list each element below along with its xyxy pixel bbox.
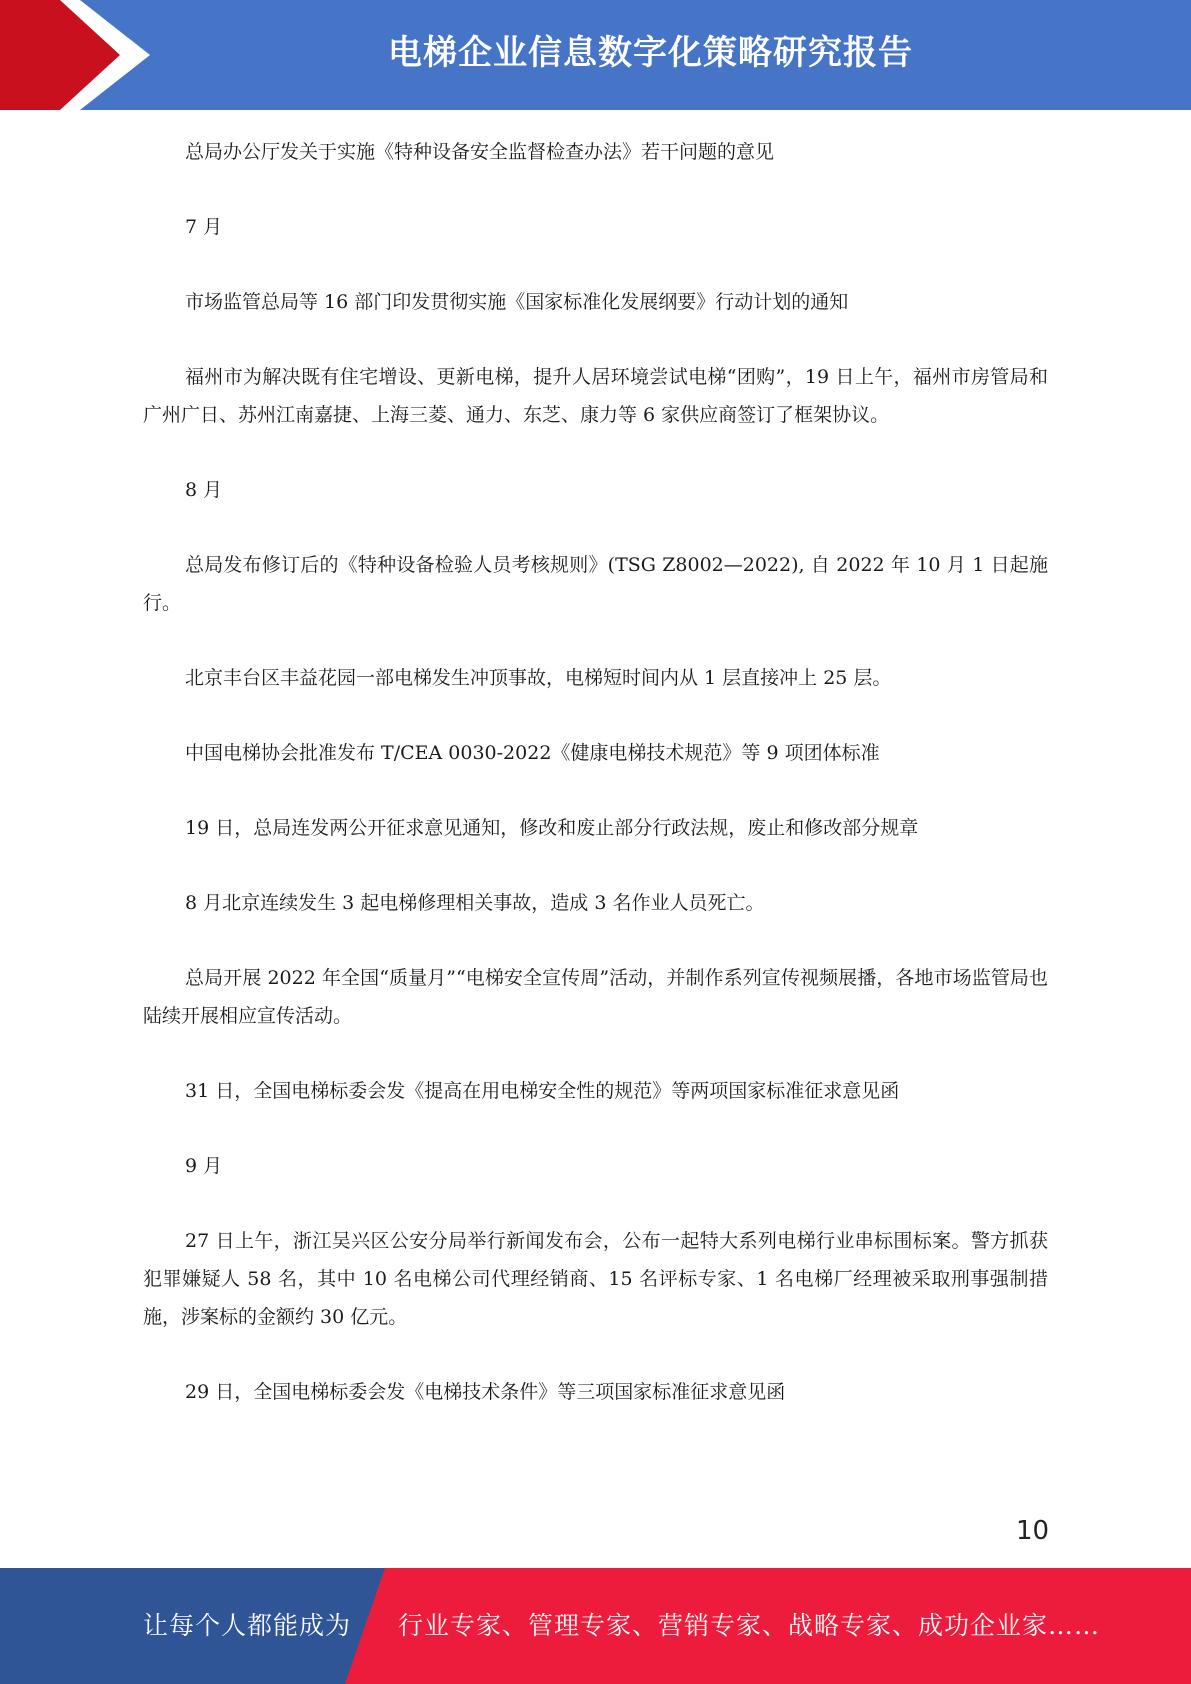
paragraph: 27 日上午，浙江吴兴区公安分局举行新闻发布会，公布一起特大系列电梯行业串标围标案。警方抓获犯罪嫌疑人 58 名，其中 10 名电梯公司代理经销商、15 名评标专家、1 名电梯厂经理被采取刑事强制措施，涉案标的金额约 30 亿元。	[143, 1230, 1048, 1328]
paragraph: 总局发布修订后的《特种设备检验人员考核规则》(TSG Z8002—2022), 自 2022 年 10 月 1 日起施行。	[143, 554, 1048, 614]
header-chevron-accent	[0, 0, 260, 110]
paragraph: 总局开展 2022 年全国“质量月”“电梯安全宣传周”活动，并制作系列宣传视频展播，各地市场监管局也陆续开展相应宣传活动。	[143, 967, 1048, 1027]
paragraph: 8 月	[185, 479, 223, 501]
report-title: 电梯企业信息数字化策略研究报告	[388, 33, 913, 73]
paragraph: 7 月	[185, 216, 223, 238]
paragraph: 北京丰台区丰益花园一部电梯发生冲顶事故，电梯短时间内从 1 层直接冲上 25 层。	[185, 667, 892, 689]
header-band	[0, 0, 1191, 110]
paragraph: 总局办公厅发关于实施《特种设备安全监督检查办法》若干问题的意见	[185, 141, 775, 163]
body-text	[143, 133, 1048, 1448]
paragraph: 福州市为解决既有住宅增设、更新电梯，提升人居环境尝试电梯“团购”，19 日上午，福州市房管局和广州广日、苏州江南嘉捷、上海三菱、通力、东芝、康力等 6 家供应商签订了框架协议。	[143, 366, 1048, 426]
footer-slogan-right: 行业专家、管理专家、营销专家、战略专家、成功企业家……	[398, 1611, 1101, 1640]
page-number: 10	[1016, 1516, 1050, 1546]
footer-slogan-left: 让每个人都能成为	[143, 1611, 352, 1640]
paragraph: 中国电梯协会批准发布 T/CEA 0030-2022《健康电梯技术规范》等 9 项团体标准	[185, 742, 880, 764]
paragraph: 29 日，全国电梯标委会发《电梯技术条件》等三项国家标准征求意见函	[185, 1381, 786, 1403]
paragraph: 9 月	[185, 1155, 223, 1177]
paragraph: 8 月北京连续发生 3 起电梯修理相关事故，造成 3 名作业人员死亡。	[185, 892, 765, 914]
paragraph: 市场监管总局等 16 部门印发贯彻实施《国家标准化发展纲要》行动计划的通知	[185, 291, 849, 313]
footer-band	[0, 1568, 1191, 1684]
paragraph: 31 日，全国电梯标委会发《提高在用电梯安全性的规范》等两项国家标准征求意见函	[185, 1080, 900, 1102]
paragraph: 19 日，总局连发两公开征求意见通知，修改和废止部分行政法规，废止和修改部分规章	[185, 817, 919, 839]
